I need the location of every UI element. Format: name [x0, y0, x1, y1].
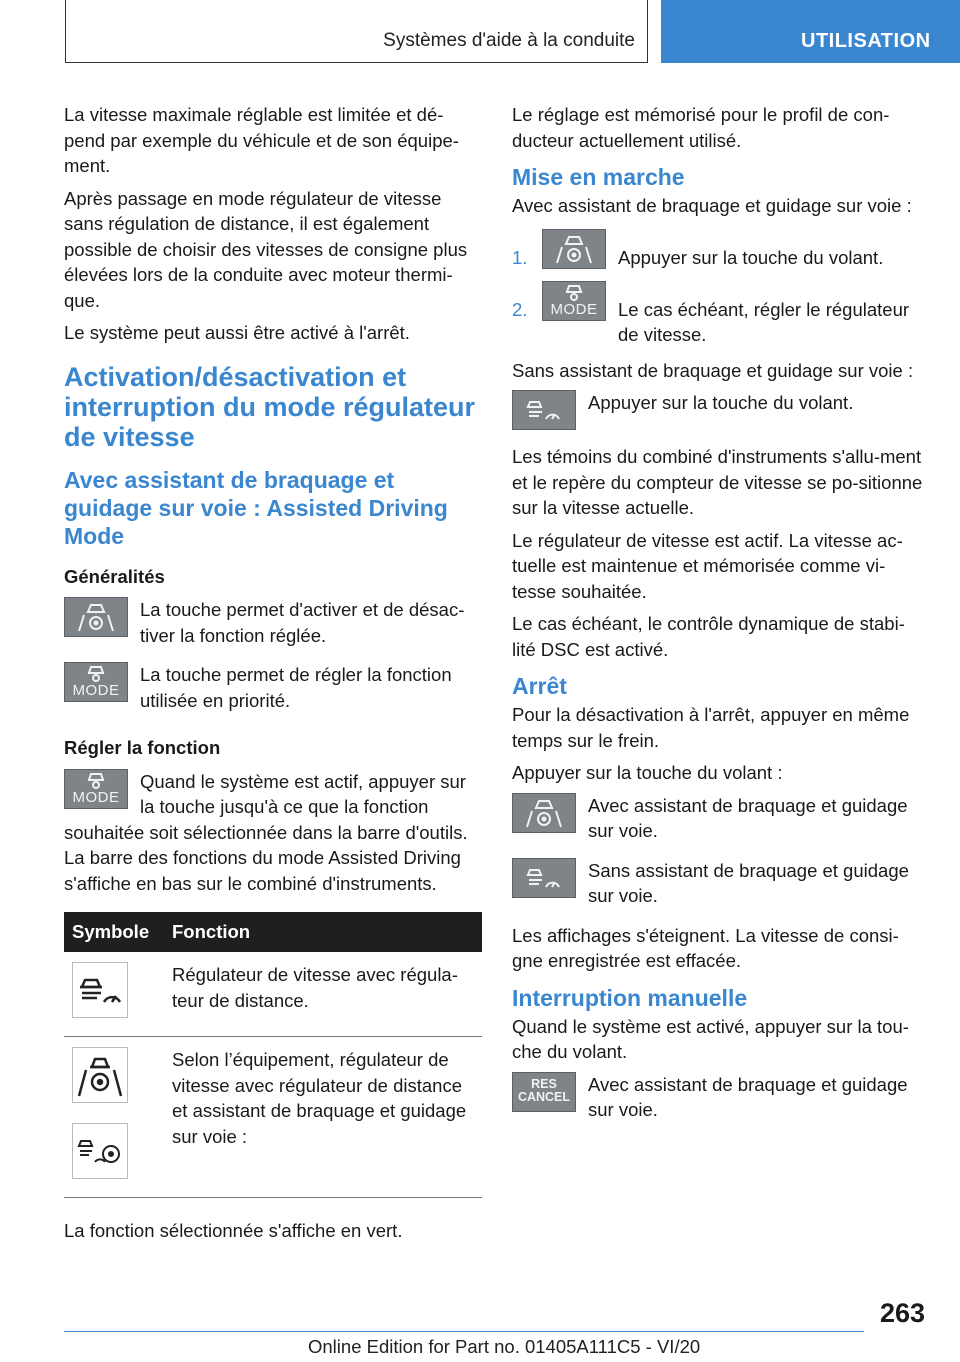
section-heading: Activation/désactivation et interruption du mode régulateur de vitesse: [64, 361, 476, 452]
left-column: [64, 102, 482, 1251]
mode-label: MODE: [72, 682, 120, 699]
table-row: [64, 1037, 482, 1198]
stop-without-text: Sans assistant de braquage et guidage sur voie.: [588, 859, 909, 906]
page-number: 263: [880, 1298, 926, 1328]
interrupt-with-row: [512, 1072, 926, 1123]
mode-label: MODE: [72, 788, 120, 806]
cancel-label: CANCEL: [517, 1089, 571, 1104]
press-wheel-text: Appuyer sur la touche du volant.: [588, 392, 854, 413]
mode-button-icon: [64, 662, 128, 702]
set-function-heading: Régler la fonction: [64, 737, 221, 758]
general-item-1-text: La touche permet d'activer et de désac-tiver la fonction réglée.: [140, 599, 465, 646]
interrupt-paragraph: Quand le système est activé, appuyer sur la tou-che du volant.: [512, 1015, 909, 1062]
res-label: RES: [531, 1076, 557, 1091]
indicators-paragraph: Les témoins du combiné d'instruments s'allu-ment et le repère du compteur de vitesse se po-sitionne sur la vitesse actuelle.: [512, 446, 923, 518]
interrupt-with-text: Avec assistant de braquage et guidage sur voie.: [588, 1073, 908, 1120]
acc-symbol-icon: [72, 962, 128, 1018]
mode-button-icon: [64, 769, 128, 809]
stop-with-text: Avec assistant de braquage et guidage sur voie.: [588, 794, 908, 841]
start-steps: [512, 229, 926, 348]
list-item: [512, 229, 926, 273]
list-item: [512, 281, 926, 348]
stop-without-row: [512, 858, 926, 909]
subsection-heading: Avec assistant de braquage et guidage sur voie : Assisted Driving Mode: [64, 466, 448, 549]
press-wheel-row: [512, 390, 926, 430]
stop-paragraph-2: Appuyer sur la touche du volant :: [512, 762, 783, 783]
general-heading: Généralités: [64, 565, 165, 587]
intro-paragraph-2: Après passage en mode régulateur de vitesse sans régulation de distance, il est également possible de choisir des vitesses de consigne plus élevées lors de la conduite avec moteur thermi-que.: [64, 187, 468, 311]
table-row: [64, 952, 482, 1037]
stop-paragraph-1: Pour la désactivation à l'arrêt, appuyer en même temps sur le frein.: [512, 704, 910, 751]
step-number: 1.: [512, 246, 528, 268]
symbol-table: [64, 912, 482, 1198]
set-function-text: Quand le système est actif, appuyer sur la touche jusqu'à ce que la fonction souhaitée soit sélectionnée dans la barre d'outils. La barre des fonctions du mode Assisted Driving s'affiche en bas sur le combiné d'instruments.: [64, 770, 468, 894]
with-assist-text: Avec assistant de braquage et guidage sur voie :: [512, 195, 912, 216]
stop-heading: Arrêt: [512, 673, 567, 699]
footer-divider: [64, 1331, 864, 1332]
mode-label: MODE: [550, 300, 598, 318]
lane-assist-symbol-icon: [72, 1123, 128, 1179]
step-number: 2.: [512, 298, 528, 320]
section-title: Systèmes d'aide à la conduite: [383, 30, 635, 51]
intro-paragraph-1: La vitesse maximale réglable est limitée et dé-pend par exemple du véhicule et de son équipe-ment.: [64, 104, 459, 176]
stop-with-row: [512, 793, 926, 844]
header-section-box: [65, 0, 648, 63]
table-header-symbol: Symbole: [64, 912, 164, 952]
general-item-2-text: La touche permet de régler la fonction utilisée en priorité.: [140, 664, 452, 711]
table-header-function: Fonction: [164, 912, 482, 952]
start-heading: Mise en marche: [512, 164, 685, 190]
set-function-block: [64, 769, 482, 897]
table-row-1-text: Régulateur de vitesse avec régula-teur de distance.: [164, 952, 482, 1037]
mode-button-icon: [542, 281, 606, 321]
steering-assist-symbol-icon: [72, 1047, 128, 1103]
assist-steering-button-icon: [64, 597, 128, 637]
without-assist-text: Sans assistant de braquage et guidage sur voie :: [512, 359, 914, 381]
active-paragraph: Le régulateur de vitesse est actif. La vitesse ac-tuelle est maintenue et mémorisée comme vi-tesse souhaitée.: [512, 529, 903, 602]
general-item-1: [64, 597, 482, 648]
cruise-control-button-icon: [512, 858, 576, 898]
profile-paragraph: Le réglage est mémorisé pour le profil de con-ducteur actuellement utilisé.: [512, 104, 890, 151]
erased-paragraph: Les affichages s'éteignent. La vitesse de consi-gne enregistrée est effacée.: [512, 924, 899, 971]
step-2-text: Le cas échéant, régler le régulateur de vitesse.: [618, 298, 910, 345]
after-table-text: La fonction sélectionnée s'affiche en vert.: [64, 1220, 403, 1241]
res-cancel-button-icon: [512, 1072, 576, 1112]
table-row-2-text: Selon l’équipement, régulateur de vitesse avec régulateur de distance et assistant de braquage et guidage sur voie :: [164, 1037, 482, 1198]
edition-text: Online Edition for Part no. 01405A111C5 - VI/20: [308, 1336, 701, 1357]
assist-steering-button-icon: [512, 793, 576, 833]
dsc-paragraph: Le cas échéant, le contrôle dynamique de stabi-lité DSC est activé.: [512, 613, 905, 660]
cruise-control-button-icon: [512, 390, 576, 430]
general-item-2: [64, 662, 482, 713]
assist-steering-button-icon: [542, 229, 606, 269]
step-1-text: Appuyer sur la touche du volant.: [618, 246, 884, 268]
interrupt-heading: Interruption manuelle: [512, 984, 748, 1011]
intro-paragraph-3: Le système peut aussi être activé à l'arrêt.: [64, 322, 410, 343]
chapter-tab-label: UTILISATION: [801, 30, 931, 52]
right-column: [512, 102, 926, 1137]
chapter-tab[interactable]: [661, 0, 960, 63]
